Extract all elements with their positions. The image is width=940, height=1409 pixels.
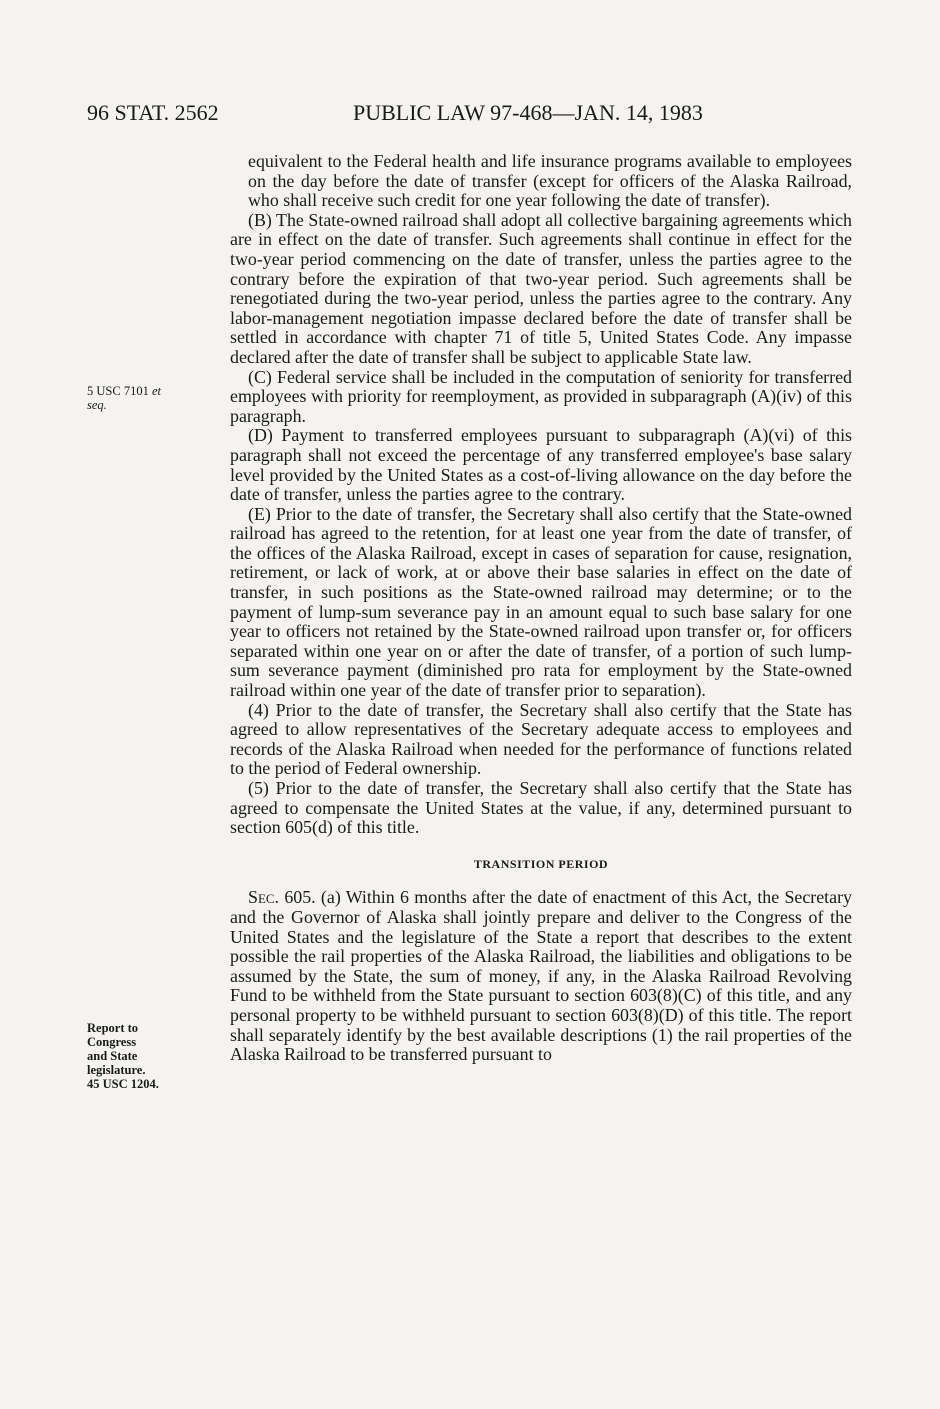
margin-note-usc-7101-text: 5 USC 7101 [87,384,152,398]
section-605 [230,888,852,1064]
paragraph-e: (E) Prior to the date of transfer, the Secretary shall also certify that the State-owned railroad has agreed to the retention, for at least one year from the date of transfer, of the offices of the Alaska Railroad, except in cases of separation for cause, resignation, retirement, or lack of work, at or above their base salaries in effect on the date of transfer, in such positions as the State-owned railroad may determine; or to the payment of lump-sum severance pay in an amount equal to such base salary for one year to officers not retained by the State-owned railroad upon transfer or, for officers separated within one year on or after the date of transfer, of a portion of such lump-sum severance payment (diminished pro rata for employment by the State-owned railroad within one year of the date of transfer prior to separation). [230,503,852,701]
margin-note-line: legislature. [87,1063,146,1077]
paragraph-b: (B) The State-owned railroad shall adopt all collective bargaining agreements which are in effect on the date of transfer. Such agreements shall continue in effect for the two-year period commencing on the date of transfer, unless the parties agree to the contrary before the expiration of that two-year period. Such agreements shall be renegotiated during the two-year period, unless the parties agree to the contrary. Any labor-management negotiation impasse declared before the date of transfer shall be settled in accordance with chapter 71 of title 5, United States Code. Any impasse declared after the date of transfer shall be subject to applicable State law. [230,209,852,367]
section-605-text: 605. (a) Within 6 months after the date of enactment of this Act, the Secretary and the Governor of Alaska shall jointly prepare and deliver to the Congress of the United States and the legislature of the State a report that describes to the extent possible the rail properties of the Alaska Railroad, the liabilities and obligations to be assumed by the State, the sum of money, if any, in the Alaska Railroad Revolving Fund to be withheld from the State pursuant to section 603(8)(C) of this title, and any personal property to be withheld pursuant to section 603(8)(D) of this title. The report shall separately identify by the best available descriptions (1) the rail properties of the Alaska Railroad to be transferred pursuant to [230,887,852,1065]
section-heading: TRANSITION PERIOD [473,856,609,871]
paragraph-continuation: equivalent to the Federal health and life insurance programs available to employees on the day before the date of transfer (except for officers of the Alaska Railroad, who shall receive such credit for one year following the date of transfer). [248,151,852,211]
law-title-date: PUBLIC LAW 97-468—JAN. 14, 1983 [353,100,703,125]
margin-note-line: Congress [87,1035,137,1049]
stat-page-number: 96 STAT. 2562 [87,100,219,125]
margin-note-report [87,1021,197,1091]
paragraph-c: (C) Federal service shall be included in the computation of seniority for transferred employees with priority for reemployment, as provided in subparagraph (A)(iv) of this paragraph. [230,366,852,426]
margin-note-seq: seq. [87,398,107,412]
margin-note-line: 45 USC 1204. [87,1077,159,1091]
page-header [0,100,940,130]
margin-note-line: and State [87,1049,138,1063]
paragraph-d: (D) Payment to transferred employees pursuant to subparagraph (A)(vi) of this paragraph shall not exceed the percentage of any transferred employee's base salary level provided by the United States as a cost-of-living allowance on the day before the date of transfer, unless the parties agree to the contrary. [230,425,852,505]
paragraph-4: (4) Prior to the date of transfer, the Secretary shall also certify that the State has agreed to allow representatives of the Secretary adequate access to employees and records of the Alaska Railroad when needed for the performance of functions related to the period of Federal ownership. [230,699,852,779]
margin-note-line: Report to [87,1021,139,1035]
body-text [230,152,852,1065]
section-label: Sec. [248,887,280,908]
margin-note-usc-7101 [87,384,197,412]
paragraph-5: (5) Prior to the date of transfer, the Secretary shall also certify that the State has agreed to compensate the United States at the value, if any, determined pursuant to section 605(d) of this title. [230,778,852,838]
margin-note-et: et [151,384,161,398]
